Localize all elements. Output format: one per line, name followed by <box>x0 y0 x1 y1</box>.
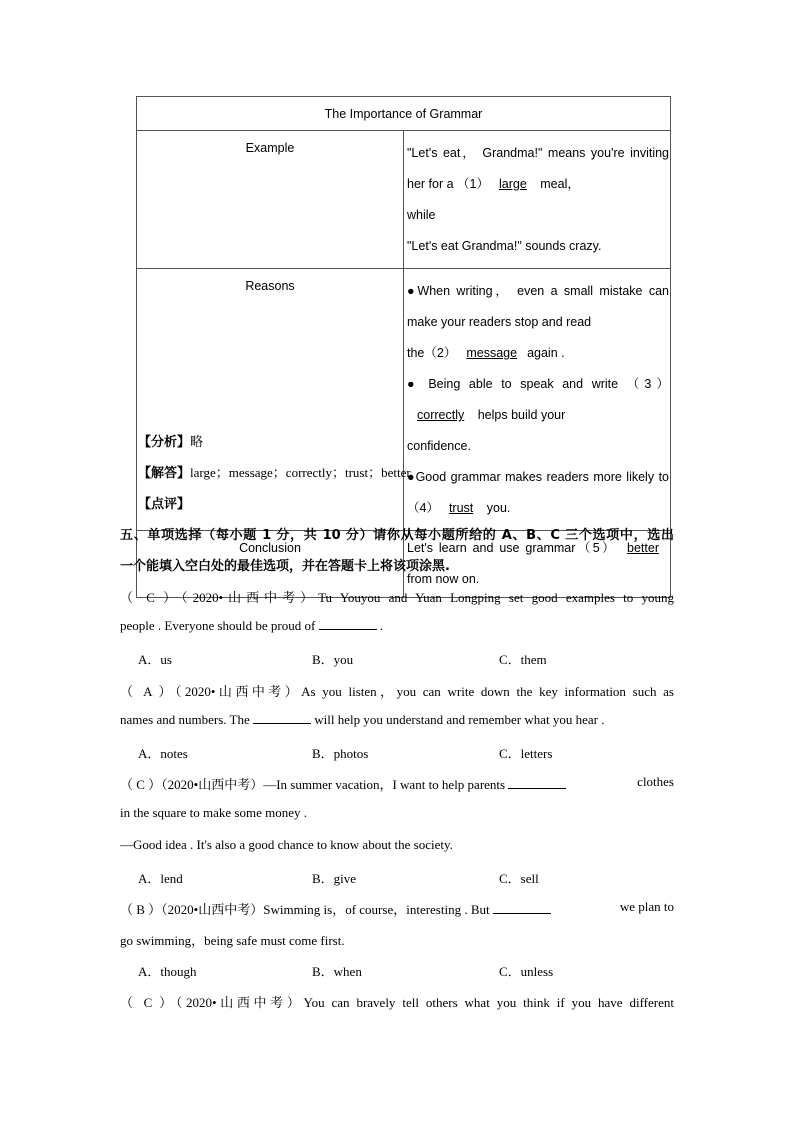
answer-4: trust <box>448 501 474 515</box>
answer-5: better <box>627 541 659 555</box>
analysis-label: 【分析】 <box>138 435 191 450</box>
q4-option-c: C．unless <box>499 964 554 979</box>
question-4-line-1: （ B ）（2020•山西中考）Swimming is，of course，interesting . But we plan to <box>120 899 674 917</box>
answer-line <box>138 462 411 481</box>
question-3-line-2: in the square to make some money . <box>120 805 308 820</box>
grammar-table <box>136 96 671 598</box>
question-2-line-1: （ A ）（2020•山西中考）As you listen，you can write down the key information such as <box>120 684 674 699</box>
q1-option-a: A．us <box>138 652 172 667</box>
q1-option-c: C．them <box>499 652 547 667</box>
question-1-line-2: people . Everyone should be proud of . <box>120 618 384 633</box>
section-heading-line-2: 一个能填入空白处的最佳选项，并在答题卡上将该项涂黑. <box>120 559 450 574</box>
q4-option-a: A．though <box>138 964 197 979</box>
example-content: "Let's eat， Grandma!" means you're inviting her for a （1） large meal， while "Let's eat Grandma!" sounds crazy. <box>404 131 671 269</box>
answer-2: message <box>466 346 518 360</box>
blank <box>493 902 551 914</box>
section-heading-line-1: 五、单项选择（每小题 1 分，共 10 分）请你从每小题所给的 A、B、C 三个选项中，选出 <box>120 528 674 543</box>
blank <box>319 618 377 630</box>
q1-option-b: B．you <box>312 652 354 667</box>
answer-label: 【解答】 <box>138 466 191 481</box>
answer-text: large；message；correctly；trust；better <box>190 465 411 480</box>
question-1-line-1: （ C ）（2020•山西中考）Tu Youyou and Yuan Longping set good examples to young <box>120 590 674 605</box>
question-4-line-2: go swimming，being safe must come first. <box>120 933 345 948</box>
q3-option-c: C．sell <box>499 871 539 886</box>
q2-option-a: A．notes <box>138 746 188 761</box>
conclusion-label: Conclusion <box>137 531 404 598</box>
q2-option-c: C．letters <box>499 746 553 761</box>
reasons-content: ●When writing， even a small mistake can make your readers stop and read the（2） message again . ● Being able to speak and write （3） correctly helps build your confidence. ●Good grammar makes readers more likely to （4） trust you. <box>404 269 671 531</box>
question-2-line-2: names and numbers. The will help you understand and remember what you hear . <box>120 712 605 727</box>
blank <box>253 712 311 724</box>
q2-option-b: B．photos <box>312 746 369 761</box>
q4-option-b: B．when <box>312 964 362 979</box>
conclusion-content: Let's learn and use grammar（5） better from now on. <box>404 531 671 598</box>
answer-1: large <box>498 177 527 191</box>
answer-3: correctly <box>417 408 465 422</box>
comment-label: 【点评】 <box>138 497 191 512</box>
question-3-line-3: —Good idea . It's also a good chance to know about the society. <box>120 837 453 852</box>
reasons-label: Reasons <box>137 269 404 531</box>
question-5-line-1: （ C ）（2020•山西中考）You can bravely tell others what you think if you have different <box>120 995 674 1010</box>
example-label: Example <box>137 131 404 269</box>
analysis-line: 【分析】略 <box>138 435 204 450</box>
blank <box>508 777 566 789</box>
table-title: The Importance of Grammar <box>137 97 671 131</box>
question-3-line-1: （ C ）（2020•山西中考）—In summer vacation，I want to help parents clothes <box>120 774 674 792</box>
q3-option-b: B．give <box>312 871 357 886</box>
q3-option-a: A．lend <box>138 871 183 886</box>
comment-line <box>138 493 190 512</box>
